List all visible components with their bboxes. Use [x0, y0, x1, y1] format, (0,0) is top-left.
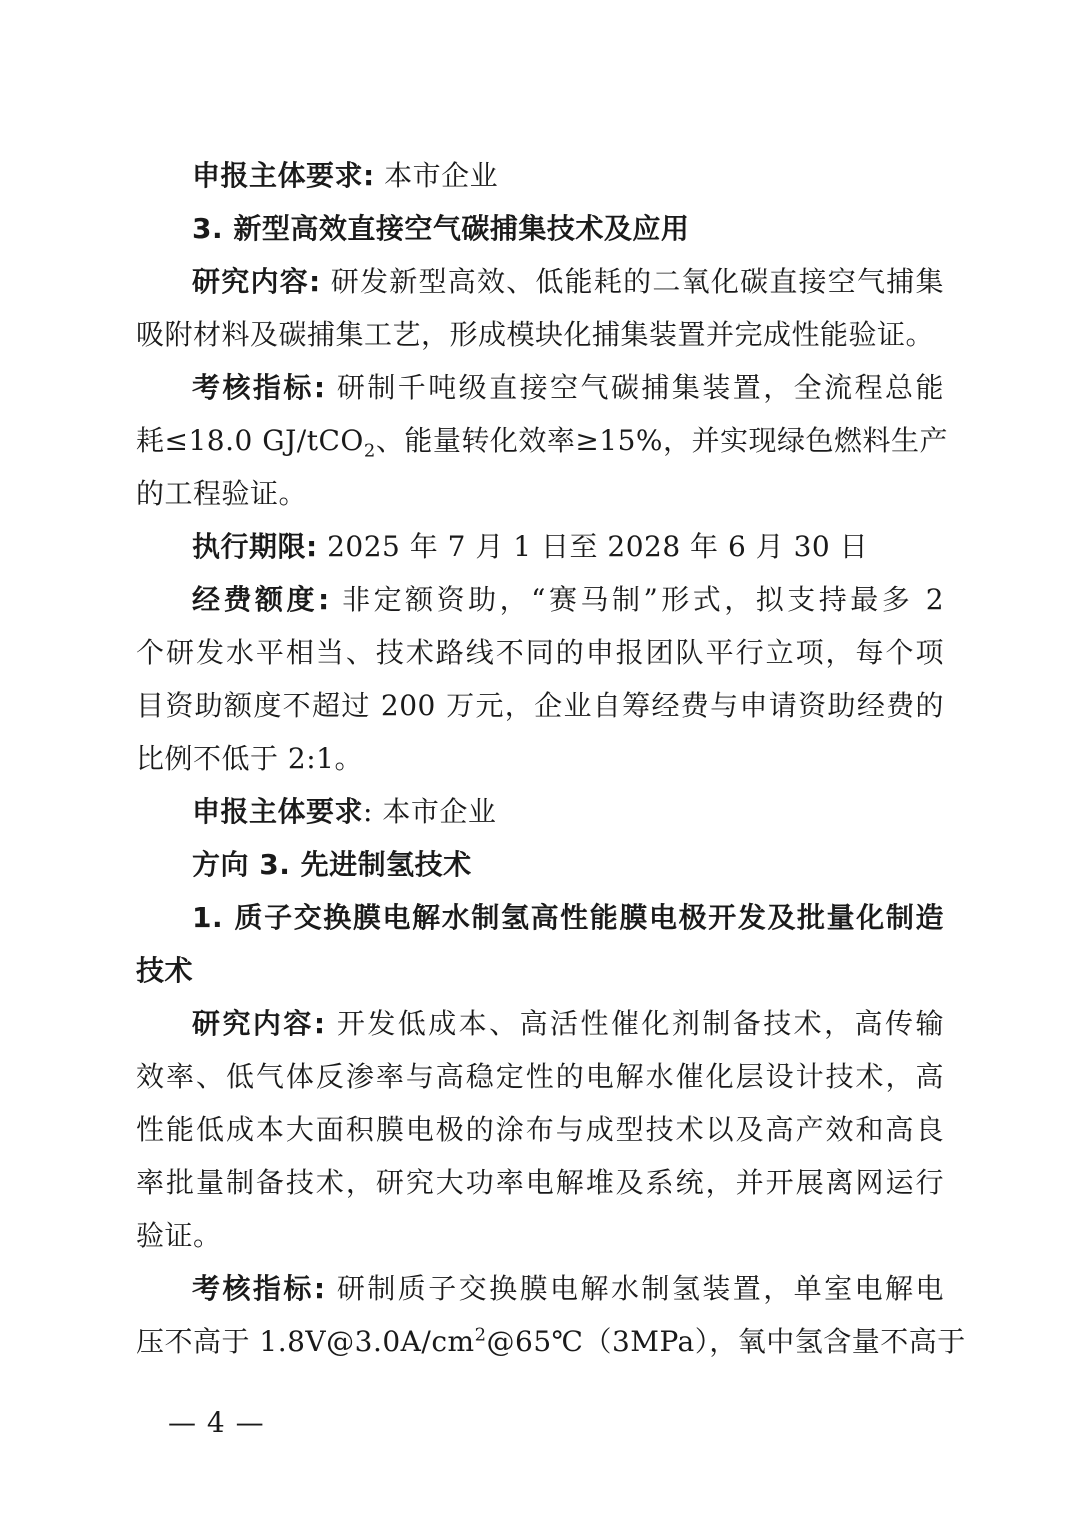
- kpi2-line-1: [192, 1271, 944, 1307]
- section-3-title: 3. 新型高效直接空气碳捕集技术及应用: [192, 212, 690, 245]
- kpi-line-1: [192, 370, 944, 406]
- text-run: 压不高于 1.8V@3.0A/cm: [136, 1325, 475, 1358]
- text-run: 、能量转化效率≥15%，并实现绿色燃料生产: [375, 424, 949, 457]
- applicant-requirement-2: [192, 794, 944, 830]
- funding-line-3: 目资助额度不超过 200 万元，企业自筹经费与申请资助经费的: [136, 689, 944, 722]
- text-run: 开发低成本、高活性催化剂制备技术，高传输: [325, 1007, 944, 1040]
- text-run: 耗≤18.0 GJ/tCO: [136, 424, 364, 457]
- kpi-line-2: [136, 423, 949, 462]
- field-label: 申报主体要求: [192, 795, 364, 828]
- text-run: 研制千吨级直接空气碳捕集装置，全流程总能: [325, 371, 944, 404]
- page-number: — 4 —: [168, 1406, 265, 1439]
- field-label: 研究内容:: [192, 1007, 326, 1040]
- item-1-title-line-1: 1. 质子交换膜电解水制氢高性能膜电极开发及批量化制造: [192, 901, 944, 934]
- field-label: 经费额度:: [192, 583, 330, 616]
- research2-line-3: 性能低成本大面积膜电极的涂布与成型技术以及高产效和高良: [136, 1113, 944, 1146]
- item-1-title-line-2: 技术: [136, 954, 194, 987]
- applicant-requirement-1: [192, 158, 944, 194]
- superscript: 2: [474, 1324, 487, 1346]
- research2-line-2: 效率、低气体反渗率与高稳定性的电解水催化层设计技术，高: [136, 1060, 944, 1093]
- field-value: 2025 年 7 月 1 日至 2028 年 6 月 30 日: [317, 530, 869, 563]
- field-label: 考核指标:: [192, 371, 326, 404]
- text-run: @65℃（3MPa），氧中氢含量不高于: [486, 1325, 966, 1358]
- text-run: 研制质子交换膜电解水制氢装置，单室电解电: [325, 1272, 944, 1305]
- research-content-line-1: [192, 264, 944, 300]
- research2-line-4: 率批量制备技术，研究大功率电解堆及系统，并开展离网运行: [136, 1166, 944, 1199]
- direction-3-title: 方向 3. 先进制氢技术: [192, 848, 472, 881]
- field-value: : 本市企业: [363, 795, 497, 828]
- research2-line-1: [192, 1006, 944, 1042]
- field-label: 申报主体要求:: [192, 159, 375, 192]
- funding-line-2: 个研发水平相当、技术路线不同的申报团队平行立项，每个项: [136, 636, 944, 669]
- research2-line-5: 验证。: [136, 1219, 222, 1252]
- kpi-line-3: 的工程验证。: [136, 477, 308, 510]
- kpi2-line-2: [136, 1324, 966, 1360]
- funding-line-4: 比例不低于 2:1。: [136, 742, 363, 775]
- funding-line-1: [192, 582, 944, 618]
- subscript: 2: [363, 440, 376, 462]
- field-label: 研究内容:: [192, 265, 321, 298]
- field-label: 执行期限:: [192, 530, 318, 563]
- field-value: 本市企业: [374, 159, 499, 192]
- text-run: 研发新型高效、低能耗的二氧化碳直接空气捕集: [320, 265, 944, 298]
- execution-period: [192, 529, 944, 565]
- field-label: 考核指标:: [192, 1272, 326, 1305]
- text-run: 非定额资助，“赛马制”形式，拟支持最多 2: [329, 583, 945, 616]
- research-content-line-2: 吸附材料及碳捕集工艺，形成模块化捕集装置并完成性能验证。: [136, 318, 935, 351]
